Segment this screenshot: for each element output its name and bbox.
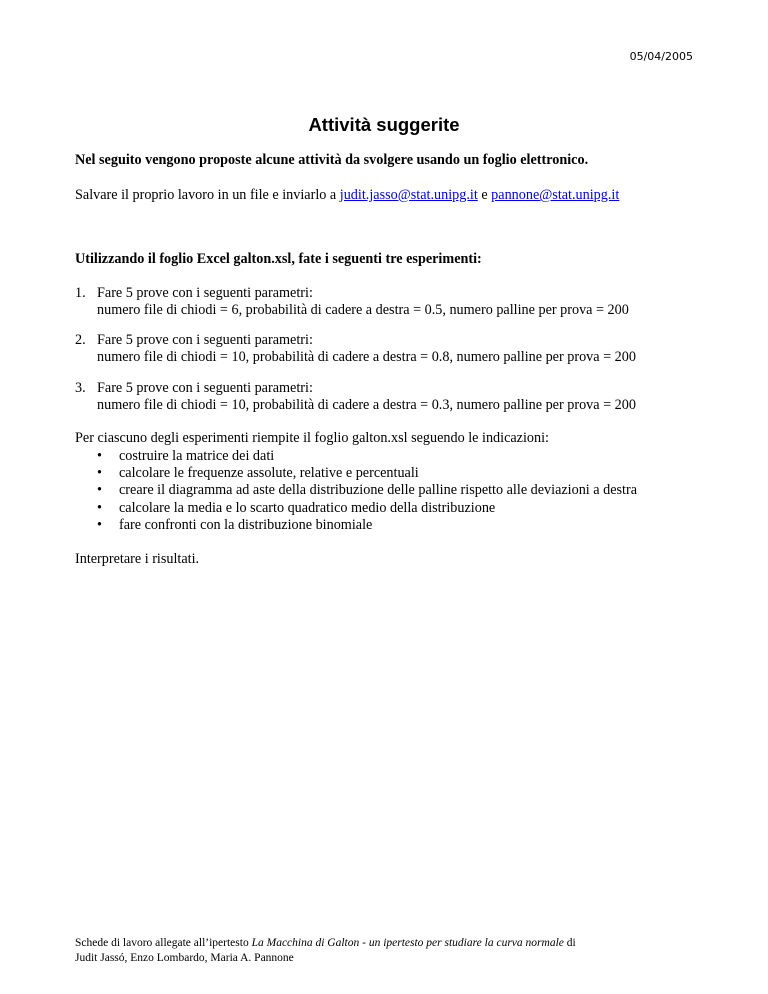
save-instructions-connector: e <box>477 187 492 203</box>
save-instructions <box>75 187 619 204</box>
list-item: • calcolare la media e lo scarto quadratico medio della distribuzione <box>97 499 496 516</box>
experiment-line1: Fare 5 prove con i seguenti parametri: <box>97 332 313 348</box>
experiment-line1: Fare 5 prove con i seguenti parametri: <box>97 285 313 301</box>
experiment-number: 2. <box>75 332 86 348</box>
instructions-intro: Per ciascuno degli esperimenti riempite il foglio galton.xsl seguendo le indicazioni: <box>75 430 549 446</box>
footer <box>75 936 576 965</box>
footer-authors: Judit Jassó, Enzo Lombardo, Maria A. Pannone <box>75 951 294 964</box>
experiment-line2: numero file di chiodi = 10, probabilità di cadere a destra = 0.8, numero palline per prova = 200 <box>97 349 636 365</box>
experiment-item-3 <box>75 380 636 414</box>
bullet-icon: • <box>97 465 102 482</box>
experiment-item-2 <box>75 332 636 366</box>
save-instructions-prefix: Salvare il proprio lavoro in un file e inviarlo a <box>75 187 340 203</box>
instructions-list <box>97 448 637 534</box>
list-item: • costruire la matrice dei dati <box>97 448 275 464</box>
date-header: 05/04/2005 <box>629 50 693 63</box>
closing-text: Interpretare i risultati. <box>75 551 200 567</box>
bullet-icon: • <box>97 516 102 533</box>
experiment-number: 3. <box>75 380 86 396</box>
experiment-item-1 <box>75 285 629 319</box>
bullet-icon: • <box>97 448 102 464</box>
experiment-line2: numero file di chiodi = 10, probabilità di cadere a destra = 0.3, numero palline per prova = 200 <box>97 397 636 413</box>
email-link-jasso[interactable]: judit.jasso@stat.unipg.it <box>339 187 478 203</box>
bullet-icon: • <box>97 482 102 499</box>
list-item: • fare confronti con la distribuzione binomiale <box>97 516 373 533</box>
bullet-icon: • <box>97 499 102 516</box>
page-title: Attività suggerite <box>308 114 460 135</box>
experiment-line2: numero file di chiodi = 6, probabilità di cadere a destra = 0.5, numero palline per prova = 200 <box>97 302 629 318</box>
experiment-line1: Fare 5 prove con i seguenti parametri: <box>97 380 313 396</box>
intro-paragraph: Nel seguito vengono proposte alcune attività da svolgere usando un foglio elettronico. <box>75 152 589 168</box>
email-link-pannone[interactable]: pannone@stat.unipg.it <box>491 187 620 203</box>
footer-suffix: di <box>563 937 576 949</box>
list-item: • calcolare le frequenze assolute, relative e percentuali <box>97 465 419 482</box>
footer-prefix: Schede di lavoro allegate all’ipertesto <box>75 937 252 949</box>
experiments-heading: Utilizzando il foglio Excel galton.xsl, fate i seguenti tre esperimenti: <box>75 251 482 267</box>
experiment-number: 1. <box>75 285 86 301</box>
list-item: • creare il diagramma ad aste della distribuzione delle palline rispetto alle deviazioni a destra <box>97 482 638 499</box>
footer-hypertext-title: La Macchina di Galton - un ipertesto per studiare la curva normale <box>251 937 564 949</box>
